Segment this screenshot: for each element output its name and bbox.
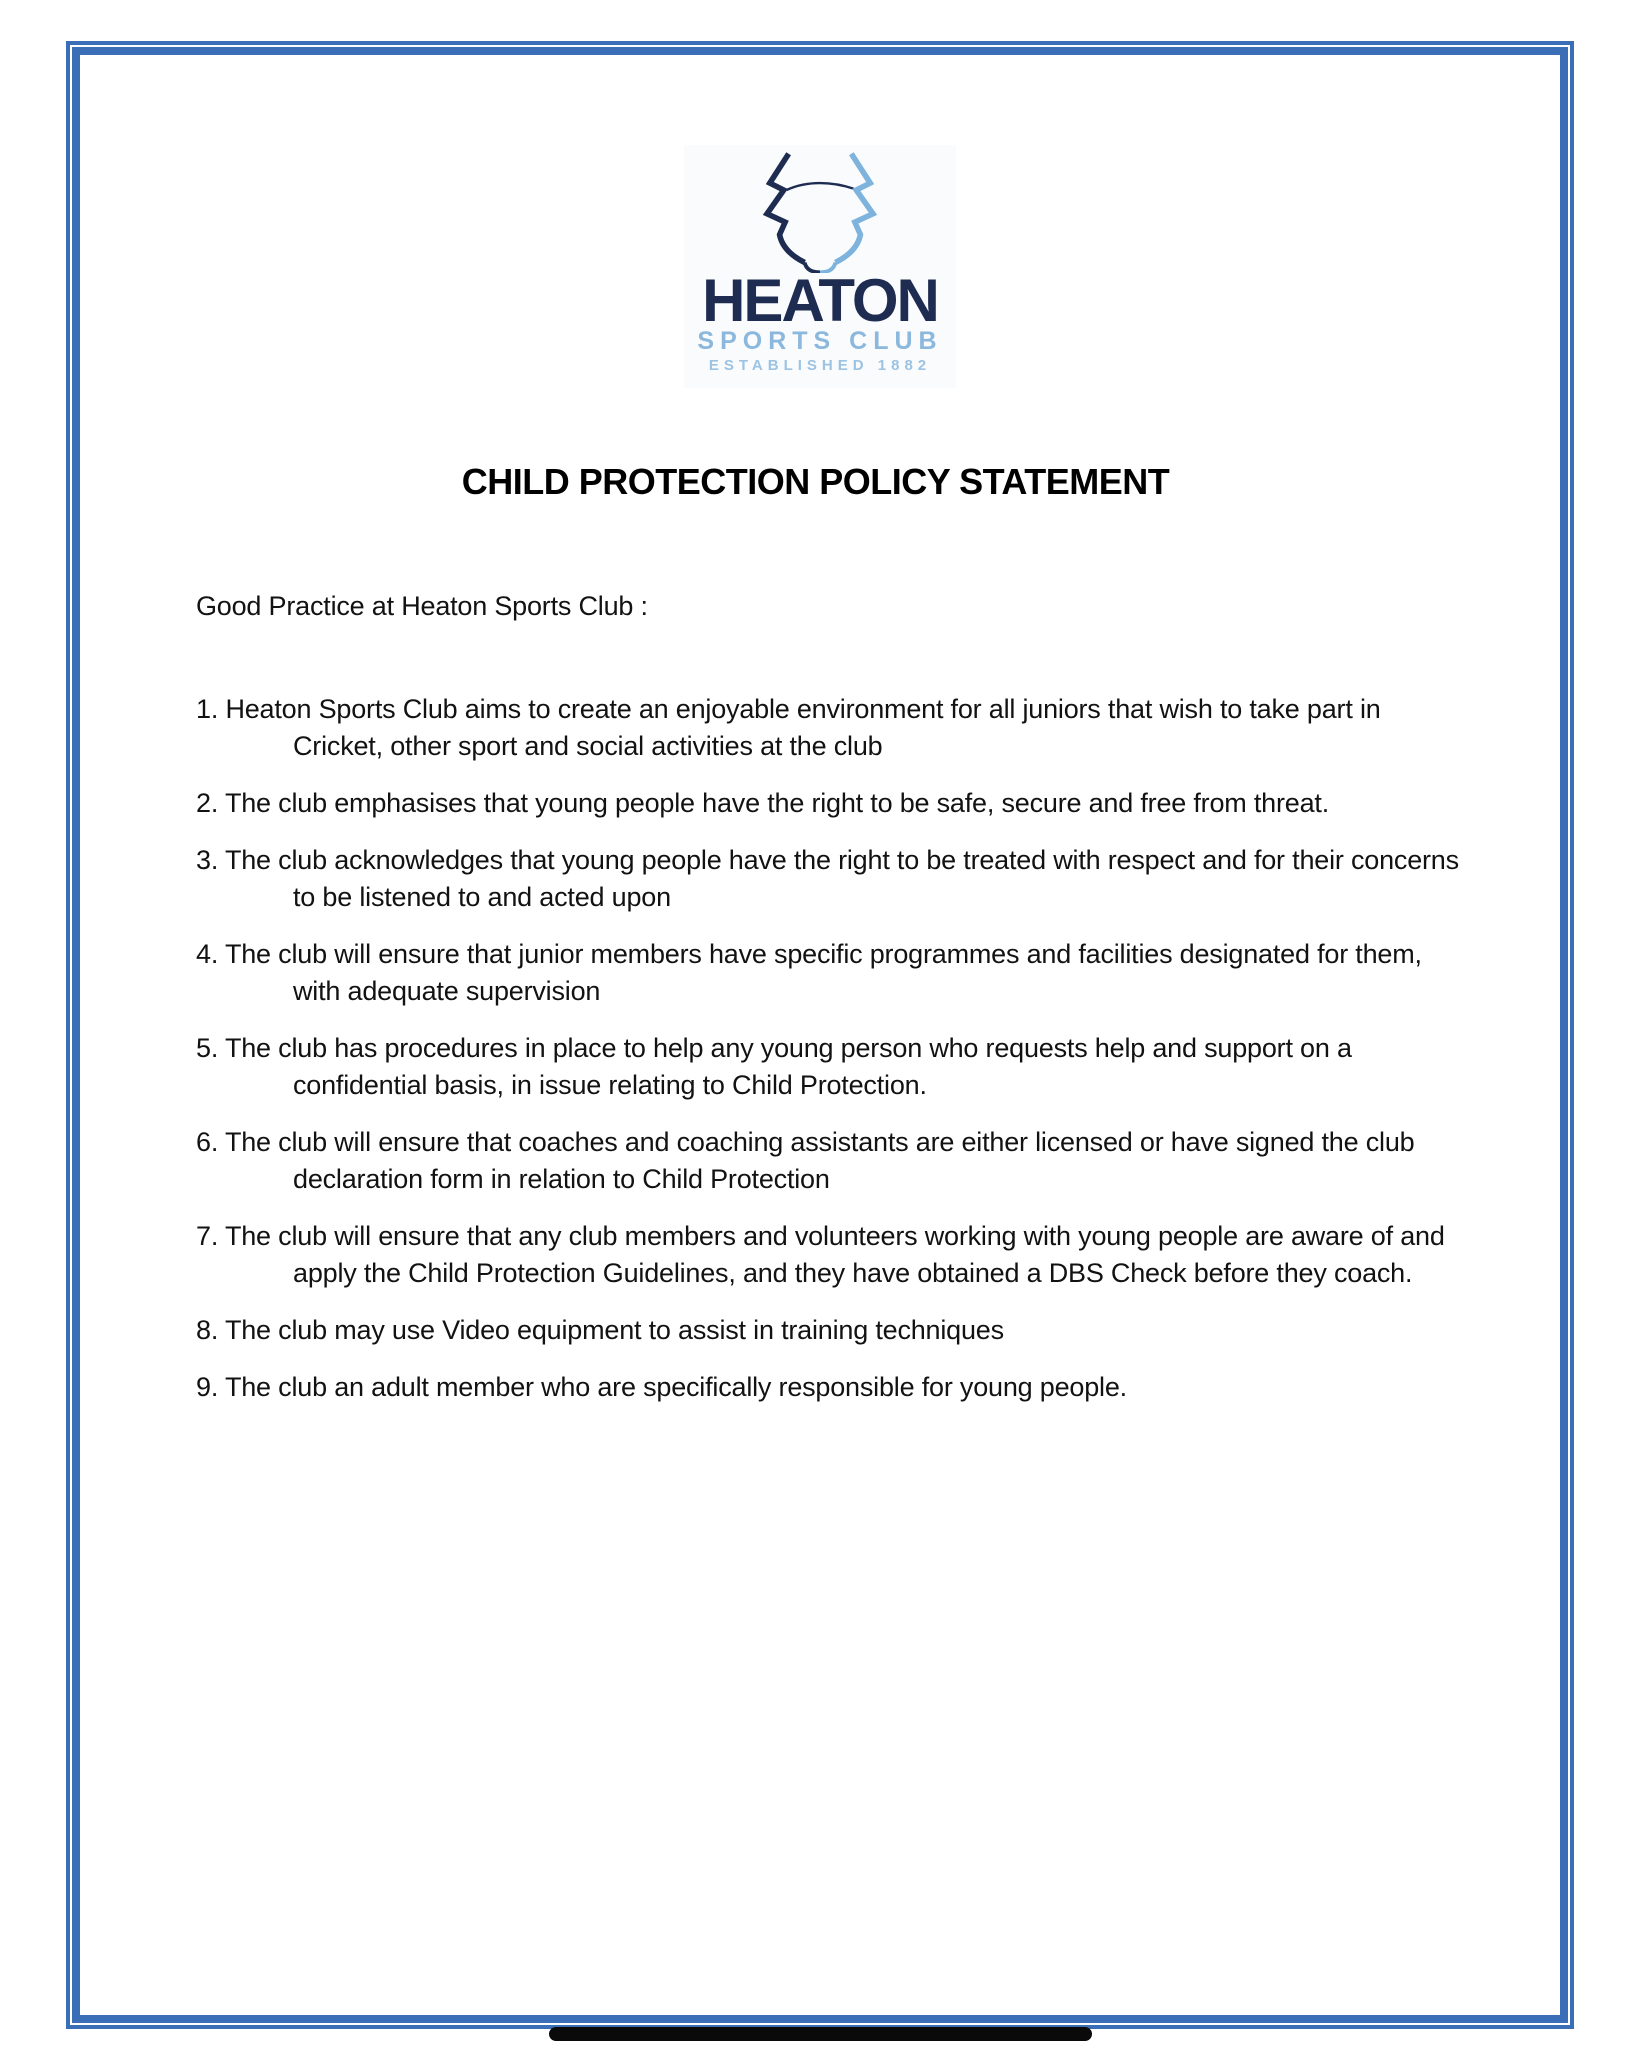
item-number: 6. — [196, 1127, 219, 1157]
item-text: The club will ensure that junior members have specific programmes and facilities designated for them, with adequate supervision — [224, 939, 1422, 1006]
logo-established: ESTABLISHED 1882 — [708, 357, 932, 374]
club-logo — [684, 145, 956, 388]
item-number: 4. — [196, 939, 219, 969]
policy-list — [196, 691, 1476, 1426]
page-title: CHILD PROTECTION POLICY STATEMENT — [461, 461, 1170, 502]
item-text: Heaton Sports Club aims to create an enjoyable environment for all juniors that wish to take part in Cricket, other sport and social activities at the club — [225, 694, 1381, 761]
item-number: 9. — [196, 1372, 219, 1402]
item-number: 5. — [196, 1033, 219, 1063]
item-text: The club may use Video equipment to assist in training techniques — [224, 1315, 1004, 1345]
item-text: The club will ensure that any club members and volunteers working with young people are aware of and apply the Child Protection Guidelines, and they have obtained a DBS Check before they coach. — [224, 1221, 1445, 1288]
item-text: The club emphasises that young people have the right to be safe, secure and free from threat. — [224, 788, 1330, 818]
item-number: 8. — [196, 1315, 219, 1345]
list-item — [196, 1218, 1476, 1292]
item-text: The club will ensure that coaches and coaching assistants are either licensed or have signed the club declaration form in relation to Child Protection — [224, 1127, 1415, 1194]
list-item — [196, 1369, 1476, 1406]
list-item — [196, 936, 1476, 1010]
item-number: 7. — [196, 1221, 219, 1251]
home-indicator-bar[interactable] — [549, 2027, 1092, 2041]
list-item — [196, 842, 1476, 916]
logo-club-name: HEATON — [702, 267, 938, 334]
item-text: The club an adult member who are specifically responsible for young people. — [224, 1372, 1127, 1402]
logo-club-type: SPORTS CLUB — [697, 327, 943, 355]
bull-head-icon — [750, 151, 890, 273]
item-number: 2. — [196, 788, 219, 818]
list-item — [196, 691, 1476, 765]
item-text: The club has procedures in place to help any young person who requests help and support on a confidential basis, in issue relating to Child Protection. — [224, 1033, 1352, 1100]
item-number: 1. — [196, 694, 219, 724]
intro-line: Good Practice at Heaton Sports Club : — [196, 591, 648, 621]
list-item — [196, 1124, 1476, 1198]
list-item — [196, 785, 1476, 822]
item-text: The club acknowledges that young people have the right to be treated with respect and for their concerns to be listened to and acted upon — [224, 845, 1459, 912]
item-number: 3. — [196, 845, 219, 875]
list-item — [196, 1312, 1476, 1349]
list-item — [196, 1030, 1476, 1104]
